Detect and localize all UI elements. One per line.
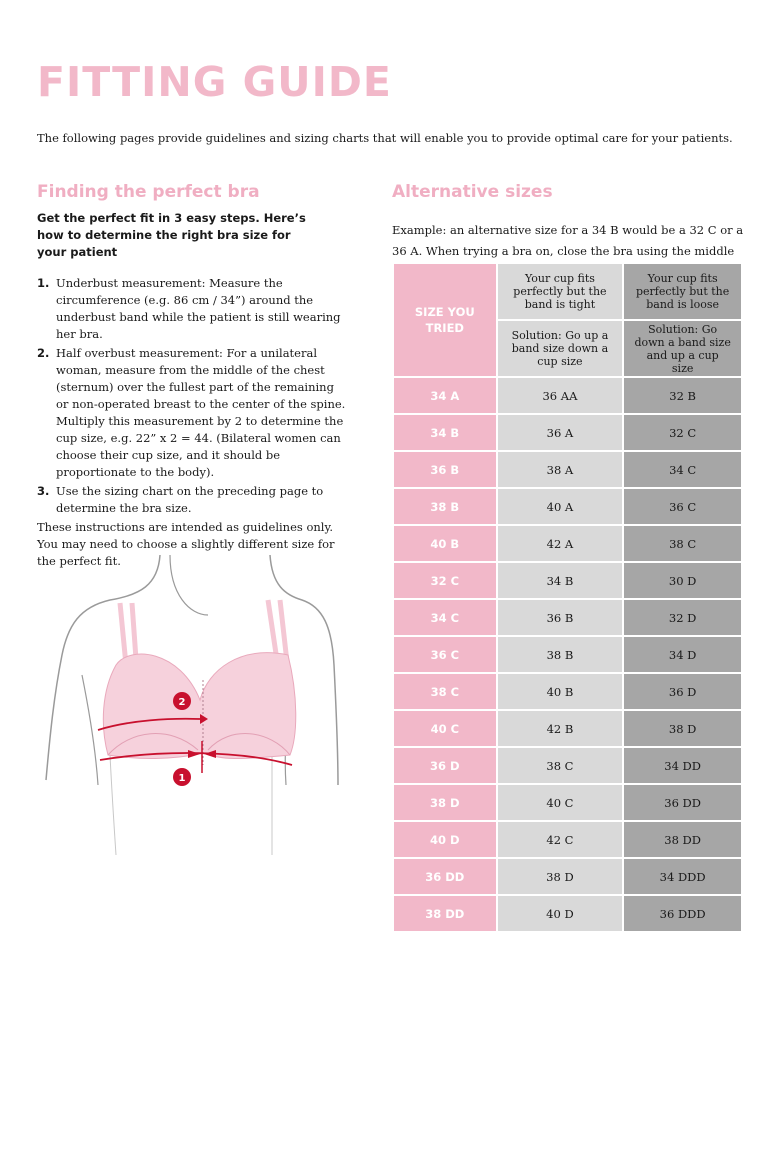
table-row: [393, 710, 742, 747]
band-loose-cell: 30 D: [623, 562, 742, 599]
band-loose-cell: 34 C: [623, 451, 742, 488]
band-loose-cell: 38 DD: [623, 821, 742, 858]
table-row: [393, 377, 742, 414]
band-loose-header: Your cup fits perfectly but the band is loose: [623, 263, 742, 320]
lead-text: Get the perfect fit in 3 easy steps. Here’s how to determine the right bra size for your patient: [37, 211, 306, 259]
table-row: [393, 784, 742, 821]
alternative-sizes-table: [392, 262, 743, 933]
table-row: [393, 636, 742, 673]
band-tight-cell: 40 D: [497, 895, 624, 932]
size-tried-cell: 36 DD: [393, 858, 497, 895]
table-row: [393, 895, 742, 932]
band-loose-cell: 36 DD: [623, 784, 742, 821]
band-loose-cell: 38 D: [623, 710, 742, 747]
size-tried-cell: 34 A: [393, 377, 497, 414]
table-row: [393, 414, 742, 451]
table-row: [393, 747, 742, 784]
table-row: [393, 821, 742, 858]
size-tried-cell: 40 C: [393, 710, 497, 747]
guideline-note: These instructions are intended as guidelines only. You may need to choose a slightly different size for the perfect fit.: [37, 520, 335, 568]
size-tried-cell: 40 D: [393, 821, 497, 858]
size-tried-cell: 38 B: [393, 488, 497, 525]
band-tight-cell: 34 B: [497, 562, 624, 599]
band-loose-cell: 36 D: [623, 673, 742, 710]
size-tried-cell: 34 B: [393, 414, 497, 451]
size-tried-cell: 38 C: [393, 673, 497, 710]
band-tight-cell: 38 D: [497, 858, 624, 895]
band-loose-cell: 32 B: [623, 377, 742, 414]
size-tried-cell: 40 B: [393, 525, 497, 562]
step-item: [37, 345, 347, 481]
intro-text: The following pages provide guidelines and sizing charts that will enable you to provide optimal care for your patients.: [37, 130, 733, 145]
band-tight-cell: 36 A: [497, 414, 624, 451]
band-tight-cell: 42 C: [497, 821, 624, 858]
band-tight-cell: 38 B: [497, 636, 624, 673]
table-row: [393, 858, 742, 895]
step-number: 1.: [37, 276, 50, 290]
size-tried-cell: 36 C: [393, 636, 497, 673]
size-tried-cell: 38 DD: [393, 895, 497, 932]
size-tried-cell: 34 C: [393, 599, 497, 636]
size-tried-header: SIZE YOU TRIED: [393, 263, 497, 377]
band-tight-header: Your cup fits perfectly but the band is tight: [497, 263, 624, 320]
alternative-sizes-heading: Alternative sizes: [392, 182, 553, 202]
size-tried-cell: 32 C: [393, 562, 497, 599]
table-row: [393, 451, 742, 488]
band-loose-cell: 34 DDD: [623, 858, 742, 895]
step-number: 2.: [37, 346, 50, 360]
band-tight-cell: 42 B: [497, 710, 624, 747]
instructions-column: [37, 210, 347, 570]
size-tried-cell: 36 B: [393, 451, 497, 488]
band-tight-cell: 40 B: [497, 673, 624, 710]
steps-list: [37, 275, 347, 517]
band-tight-cell: 38 A: [497, 451, 624, 488]
band-tight-solution: Solution: Go up a band size down a cup size: [497, 320, 624, 377]
alternative-example-text: Example: an alternative size for a 34 B would be a 32 C or a 36 A. When trying a bra on, close the bra using the middle: [392, 222, 744, 258]
marker-2-label: 2: [178, 697, 186, 708]
table-row: [393, 525, 742, 562]
band-tight-cell: 36 AA: [497, 377, 624, 414]
step-text: Underbust measurement: Measure the circumference (e.g. 86 cm / 34”) around the underbust band while the patient is still wearing her bra.: [56, 276, 341, 341]
step-item: [37, 483, 347, 517]
finding-bra-heading: Finding the perfect bra: [37, 182, 260, 202]
band-tight-cell: 42 A: [497, 525, 624, 562]
bra-measurement-illustration: [40, 555, 340, 860]
step-text: Half overbust measurement: For a unilateral woman, measure from the middle of the chest (sternum) over the fullest part of the remaining or non-operated breast to the center of the spine. Multiply this measurement by 2 to determine the cup size, e.g. 22” x 2 = 44. (Bilateral women can choose their cup size, and it should be proportionate to the body).: [56, 346, 346, 479]
band-loose-cell: 34 DD: [623, 747, 742, 784]
table-row: [393, 488, 742, 525]
table-row: [393, 562, 742, 599]
band-loose-cell: 36 DDD: [623, 895, 742, 932]
band-loose-cell: 36 C: [623, 488, 742, 525]
band-loose-cell: 32 D: [623, 599, 742, 636]
band-tight-cell: 40 C: [497, 784, 624, 821]
table-header-row: [393, 263, 742, 320]
step-text: Use the sizing chart on the preceding page to determine the bra size.: [56, 484, 324, 515]
band-loose-solution: Solution: Go down a band size and up a cup size: [623, 320, 742, 377]
band-loose-cell: 38 C: [623, 525, 742, 562]
page-title: FITTING GUIDE: [37, 58, 392, 106]
band-tight-cell: 38 C: [497, 747, 624, 784]
step-item: [37, 275, 347, 343]
table-row: [393, 599, 742, 636]
band-loose-cell: 32 C: [623, 414, 742, 451]
band-tight-cell: 36 B: [497, 599, 624, 636]
size-tried-cell: 38 D: [393, 784, 497, 821]
table-row: [393, 673, 742, 710]
size-tried-cell: 36 D: [393, 747, 497, 784]
band-loose-cell: 34 D: [623, 636, 742, 673]
band-tight-cell: 40 A: [497, 488, 624, 525]
marker-1-label: 1: [178, 773, 186, 784]
step-number: 3.: [37, 484, 50, 498]
